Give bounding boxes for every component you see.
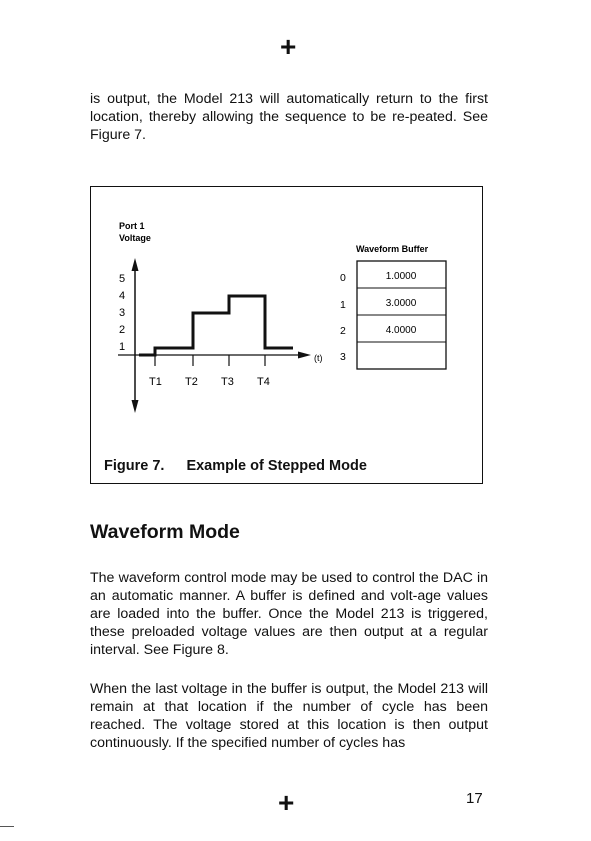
buffer-index-label: 1 [340,299,346,311]
buffer-cell-value: 1.0000 [385,271,417,282]
y-tick-label: 1 [119,341,126,353]
x-tick-label: T2 [185,376,198,388]
buffer-index-label: 0 [340,272,346,284]
figure-label: Figure 7. [104,458,165,474]
y-axis-arrow-down [132,400,139,413]
y-axis-title-line1: Port 1 [119,221,145,231]
x-tick-label: T3 [221,376,234,388]
buffer-cell-value: 3.0000 [385,298,417,309]
buffer-index-label: 3 [340,351,346,363]
registration-mark-top: + [280,31,297,62]
body-paragraph-1: The waveform control mode may be used to control the DAC in an automatic manner. A buffer is defined and volt-age values are loaded into the buffer. Once the Model 213 is triggered, these preloaded voltage values are then output at a regular interval. See Figure 8. [90,570,488,658]
buffer-index-label: 2 [340,325,346,337]
page-number: 17 [466,790,483,807]
y-axis-title-line2: Voltage [119,233,151,243]
y-axis-arrow-up [132,258,139,271]
x-tick-label: T4 [257,376,270,388]
scan-edge-mark [0,826,14,827]
figure-caption [104,458,367,474]
x-axis-arrow [298,352,311,359]
buffer-title: Waveform Buffer [356,244,429,254]
y-tick-label: 3 [119,307,126,319]
stepped-waveform [139,296,293,355]
y-tick-label: 5 [119,273,126,285]
buffer-cell-value: 4.0000 [385,325,417,336]
body-paragraph-2: When the last voltage in the buffer is output, the Model 213 will remain at that location if the number of cycle has been reached. The voltage stored at this location is then output continuously. If the specified number of cycles has [90,681,488,751]
x-tick-label: T1 [149,376,162,388]
registration-mark-bottom: + [278,787,295,818]
y-tick-label: 2 [119,324,126,336]
y-tick-label: 4 [119,290,126,302]
section-heading: Waveform Mode [90,521,240,543]
top-paragraph: is output, the Model 213 will automatically return to the first location, thereby allowing the sequence to be re-peated. See Figure 7. [90,91,488,143]
figure-caption-text: Example of Stepped Mode [186,458,367,474]
x-axis-label: (t) [314,353,323,363]
